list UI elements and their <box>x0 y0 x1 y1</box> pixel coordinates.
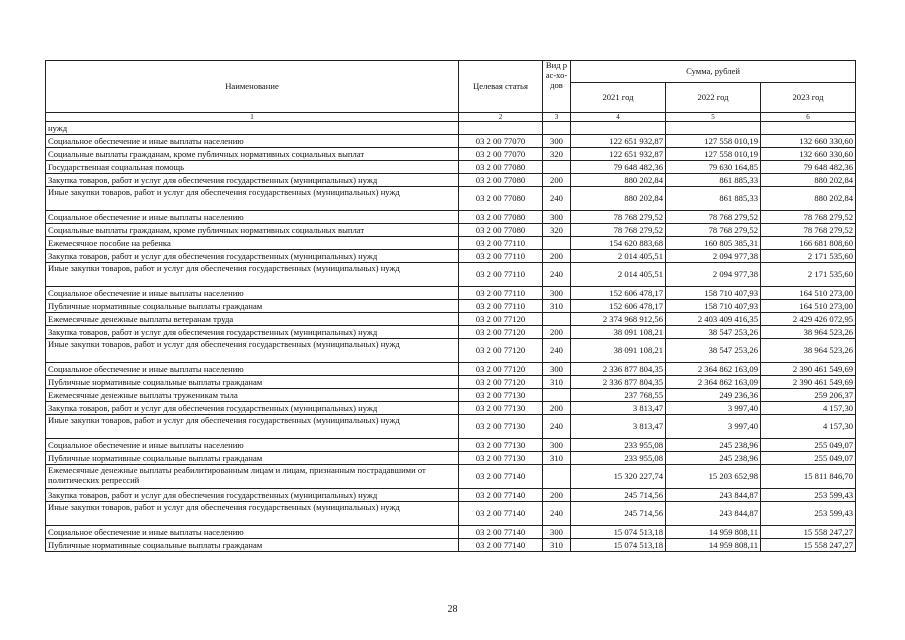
cell-name: Социальное обеспечение и иные выплаты населению <box>46 526 459 539</box>
cell-code: 03 2 00 77080 <box>459 174 543 187</box>
cell-name: Закупка товаров, работ и услуг для обеспечения государственных (муниципальных) нужд <box>46 250 459 263</box>
cell-2021: 3 813,47 <box>571 415 666 439</box>
cell-2023: 132 660 330,60 <box>761 148 856 161</box>
cell-vid <box>543 389 571 402</box>
cell-code: 03 2 00 77140 <box>459 465 543 489</box>
column-number: 1 <box>46 113 459 122</box>
cell-code <box>459 122 543 135</box>
table-row <box>46 263 856 287</box>
cell-2021: 38 091 108,21 <box>571 339 666 363</box>
cell-code: 03 2 00 77110 <box>459 287 543 300</box>
cell-code: 03 2 00 77080 <box>459 187 543 211</box>
cell-vid: 200 <box>543 326 571 339</box>
cell-2023: 880 202,84 <box>761 174 856 187</box>
cell-2023: 2 390 461 549,69 <box>761 376 856 389</box>
cell-2021: 2 014 405,51 <box>571 263 666 287</box>
cell-2023: 15 558 247,27 <box>761 539 856 552</box>
column-number: 4 <box>571 113 666 122</box>
cell-2022: 243 844,87 <box>666 489 761 502</box>
cell-2021: 152 606 478,17 <box>571 287 666 300</box>
cell-2022: 245 238,96 <box>666 452 761 465</box>
cell-2023: 38 964 523,26 <box>761 339 856 363</box>
cell-2023: 79 648 482,36 <box>761 161 856 174</box>
cell-2023: 255 049,07 <box>761 452 856 465</box>
cell-2022: 38 547 253,26 <box>666 339 761 363</box>
cell-code: 03 2 00 77130 <box>459 402 543 415</box>
cell-code: 03 2 00 77130 <box>459 452 543 465</box>
cell-vid <box>543 122 571 135</box>
cell-vid: 200 <box>543 250 571 263</box>
column-number: 3 <box>543 113 571 122</box>
cell-code: 03 2 00 77120 <box>459 339 543 363</box>
cell-2022: 243 844,87 <box>666 502 761 526</box>
cell-2023: 78 768 279,52 <box>761 211 856 224</box>
cell-code: 03 2 00 77120 <box>459 326 543 339</box>
cell-2022: 2 403 409 416,35 <box>666 313 761 326</box>
cell-code: 03 2 00 77080 <box>459 224 543 237</box>
cell-2023: 253 599,43 <box>761 502 856 526</box>
table-row <box>46 122 856 135</box>
table-row <box>46 452 856 465</box>
cell-vid <box>543 161 571 174</box>
cell-vid: 300 <box>543 211 571 224</box>
cell-2021: 2 014 405,51 <box>571 250 666 263</box>
cell-2023: 2 390 461 549,69 <box>761 363 856 376</box>
cell-name: Социальное обеспечение и иные выплаты населению <box>46 211 459 224</box>
cell-2022: 14 959 808,11 <box>666 539 761 552</box>
cell-2022: 160 805 385,31 <box>666 237 761 250</box>
header-row-top <box>46 61 856 83</box>
cell-code: 03 2 00 77070 <box>459 148 543 161</box>
cell-vid: 320 <box>543 224 571 237</box>
cell-2021: 245 714,56 <box>571 489 666 502</box>
cell-vid: 310 <box>543 376 571 389</box>
table-row <box>46 287 856 300</box>
cell-2021 <box>571 122 666 135</box>
cell-2021: 38 091 108,21 <box>571 326 666 339</box>
cell-vid: 240 <box>543 263 571 287</box>
cell-name: Публичные нормативные социальные выплаты гражданам <box>46 376 459 389</box>
cell-2021: 79 648 482,36 <box>571 161 666 174</box>
cell-2023: 253 599,43 <box>761 489 856 502</box>
cell-name: Иные закупки товаров, работ и услуг для обеспечения государственных (муниципальных) нужд <box>46 263 459 287</box>
cell-vid: 200 <box>543 402 571 415</box>
cell-2023 <box>761 122 856 135</box>
cell-code: 03 2 00 77110 <box>459 263 543 287</box>
cell-code: 03 2 00 77120 <box>459 376 543 389</box>
header-year-2021: 2021 год <box>571 83 666 113</box>
table-row <box>46 402 856 415</box>
cell-2021: 245 714,56 <box>571 502 666 526</box>
cell-name: Социальное обеспечение и иные выплаты населению <box>46 135 459 148</box>
budget-table <box>45 60 856 552</box>
table-row <box>46 174 856 187</box>
cell-name: Социальное обеспечение и иные выплаты населению <box>46 287 459 300</box>
cell-code: 03 2 00 77130 <box>459 389 543 402</box>
cell-vid: 310 <box>543 452 571 465</box>
table-row <box>46 539 856 552</box>
cell-code: 03 2 00 77130 <box>459 439 543 452</box>
cell-2022: 2 094 977,38 <box>666 263 761 287</box>
cell-2023: 2 171 535,60 <box>761 250 856 263</box>
column-number: 5 <box>666 113 761 122</box>
cell-name: Социальное обеспечение и иные выплаты населению <box>46 439 459 452</box>
cell-2022: 79 630 164,85 <box>666 161 761 174</box>
cell-2023: 2 171 535,60 <box>761 263 856 287</box>
cell-2021: 122 651 932,87 <box>571 148 666 161</box>
cell-name: Ежемесячное пособие на ребенка <box>46 237 459 250</box>
cell-2021: 78 768 279,52 <box>571 224 666 237</box>
cell-name: Социальные выплаты гражданам, кроме публичных нормативных социальных выплат <box>46 224 459 237</box>
cell-name: Ежемесячные денежные выплаты труженикам тыла <box>46 389 459 402</box>
cell-name: Государственная социальная помощь <box>46 161 459 174</box>
cell-vid: 300 <box>543 287 571 300</box>
table-row <box>46 376 856 389</box>
cell-name: Закупка товаров, работ и услуг для обеспечения государственных (муниципальных) нужд <box>46 326 459 339</box>
table-row <box>46 326 856 339</box>
cell-code: 03 2 00 77070 <box>459 135 543 148</box>
table-row <box>46 148 856 161</box>
cell-vid <box>543 465 571 489</box>
column-number-row <box>46 113 856 122</box>
cell-vid <box>543 237 571 250</box>
cell-2022: 2 364 862 163,09 <box>666 363 761 376</box>
cell-2023: 78 768 279,52 <box>761 224 856 237</box>
cell-code: 03 2 00 77140 <box>459 539 543 552</box>
cell-2023: 2 429 426 072,95 <box>761 313 856 326</box>
table-body <box>46 122 856 552</box>
cell-2023: 132 660 330,60 <box>761 135 856 148</box>
cell-2022: 249 236,36 <box>666 389 761 402</box>
table-row <box>46 502 856 526</box>
cell-name: Социальное обеспечение и иные выплаты населению <box>46 363 459 376</box>
cell-2022: 78 768 279,52 <box>666 224 761 237</box>
cell-code: 03 2 00 77140 <box>459 489 543 502</box>
table-row <box>46 300 856 313</box>
cell-name: Социальные выплаты гражданам, кроме публичных нормативных социальных выплат <box>46 148 459 161</box>
cell-vid: 300 <box>543 526 571 539</box>
cell-code: 03 2 00 77080 <box>459 211 543 224</box>
cell-2021: 2 374 968 912,56 <box>571 313 666 326</box>
table-row <box>46 389 856 402</box>
table-row <box>46 439 856 452</box>
table-row <box>46 526 856 539</box>
cell-2022: 158 710 407,93 <box>666 300 761 313</box>
header-code: Целевая статья <box>459 61 543 113</box>
cell-2022: 861 885,33 <box>666 187 761 211</box>
cell-vid: 310 <box>543 300 571 313</box>
cell-name: Ежемесячные денежные выплаты реабилитированным лицам и лицам, признанным пострадавшими от политических репрессий <box>46 465 459 489</box>
cell-2023: 4 157,30 <box>761 402 856 415</box>
cell-2021: 2 336 877 804,35 <box>571 363 666 376</box>
table-row <box>46 161 856 174</box>
cell-vid: 200 <box>543 489 571 502</box>
header-sum: Сумма, рублей <box>571 61 856 83</box>
table-row <box>46 224 856 237</box>
cell-2021: 237 768,55 <box>571 389 666 402</box>
table-row <box>46 237 856 250</box>
cell-2021: 15 320 227,74 <box>571 465 666 489</box>
cell-code: 03 2 00 77120 <box>459 363 543 376</box>
table-row <box>46 250 856 263</box>
cell-2022: 3 997,40 <box>666 402 761 415</box>
cell-vid: 300 <box>543 135 571 148</box>
header-vid-text: Вид рас-хо-дов <box>545 60 568 90</box>
cell-2021: 880 202,84 <box>571 174 666 187</box>
page-number: 28 <box>447 604 458 615</box>
cell-2022: 861 885,33 <box>666 174 761 187</box>
cell-code: 03 2 00 77110 <box>459 237 543 250</box>
header-vid <box>543 61 571 113</box>
cell-vid: 320 <box>543 148 571 161</box>
cell-name: Иные закупки товаров, работ и услуг для обеспечения государственных (муниципальных) нужд <box>46 502 459 526</box>
cell-2023: 15 558 247,27 <box>761 526 856 539</box>
cell-2023: 4 157,30 <box>761 415 856 439</box>
cell-code: 03 2 00 77080 <box>459 161 543 174</box>
header-year-2022: 2022 год <box>666 83 761 113</box>
cell-2021: 233 955,08 <box>571 452 666 465</box>
cell-2021: 152 606 478,17 <box>571 300 666 313</box>
cell-2021: 15 074 513,18 <box>571 526 666 539</box>
cell-name: Публичные нормативные социальные выплаты гражданам <box>46 452 459 465</box>
cell-code: 03 2 00 77110 <box>459 250 543 263</box>
cell-2022: 127 558 010,19 <box>666 148 761 161</box>
cell-2023: 164 510 273,00 <box>761 300 856 313</box>
cell-2021: 3 813,47 <box>571 402 666 415</box>
cell-name: Иные закупки товаров, работ и услуг для обеспечения государственных (муниципальных) нужд <box>46 415 459 439</box>
cell-name: Закупка товаров, работ и услуг для обеспечения государственных (муниципальных) нужд <box>46 489 459 502</box>
cell-2023: 15 811 846,70 <box>761 465 856 489</box>
cell-2023: 38 964 523,26 <box>761 326 856 339</box>
table-row <box>46 339 856 363</box>
cell-2021: 122 651 932,87 <box>571 135 666 148</box>
table-row <box>46 187 856 211</box>
cell-2022: 78 768 279,52 <box>666 211 761 224</box>
cell-code: 03 2 00 77140 <box>459 526 543 539</box>
cell-vid: 240 <box>543 339 571 363</box>
column-number: 6 <box>761 113 856 122</box>
cell-2022: 2 094 977,38 <box>666 250 761 263</box>
table-row <box>46 489 856 502</box>
cell-code: 03 2 00 77130 <box>459 415 543 439</box>
table-row <box>46 313 856 326</box>
header-name: Наименование <box>46 61 459 113</box>
cell-name: Публичные нормативные социальные выплаты гражданам <box>46 539 459 552</box>
table-row <box>46 415 856 439</box>
cell-vid: 300 <box>543 439 571 452</box>
cell-2023: 255 049,07 <box>761 439 856 452</box>
cell-2023: 259 206,37 <box>761 389 856 402</box>
cell-name: Иные закупки товаров, работ и услуг для обеспечения государственных (муниципальных) нужд <box>46 187 459 211</box>
table-row <box>46 135 856 148</box>
cell-name: Закупка товаров, работ и услуг для обеспечения государственных (муниципальных) нужд <box>46 402 459 415</box>
cell-code: 03 2 00 77140 <box>459 502 543 526</box>
cell-2021: 880 202,84 <box>571 187 666 211</box>
cell-2022 <box>666 122 761 135</box>
cell-name: Публичные нормативные социальные выплаты гражданам <box>46 300 459 313</box>
cell-2023: 166 681 808,60 <box>761 237 856 250</box>
cell-code: 03 2 00 77120 <box>459 313 543 326</box>
cell-2022: 127 558 010,19 <box>666 135 761 148</box>
cell-2021: 78 768 279,52 <box>571 211 666 224</box>
cell-name: нужд <box>46 122 459 135</box>
cell-vid: 240 <box>543 502 571 526</box>
cell-name: Иные закупки товаров, работ и услуг для обеспечения государственных (муниципальных) нужд <box>46 339 459 363</box>
cell-2023: 880 202,84 <box>761 187 856 211</box>
cell-2021: 15 074 513,18 <box>571 539 666 552</box>
cell-2022: 14 959 808,11 <box>666 526 761 539</box>
cell-vid: 300 <box>543 363 571 376</box>
cell-2022: 15 203 652,98 <box>666 465 761 489</box>
cell-2022: 38 547 253,26 <box>666 326 761 339</box>
cell-2022: 158 710 407,93 <box>666 287 761 300</box>
cell-vid: 240 <box>543 415 571 439</box>
cell-2021: 2 336 877 804,35 <box>571 376 666 389</box>
cell-vid: 200 <box>543 174 571 187</box>
cell-code: 03 2 00 77110 <box>459 300 543 313</box>
cell-2022: 245 238,96 <box>666 439 761 452</box>
cell-vid: 310 <box>543 539 571 552</box>
table-row <box>46 465 856 489</box>
cell-vid <box>543 313 571 326</box>
cell-vid: 240 <box>543 187 571 211</box>
column-number: 2 <box>459 113 543 122</box>
table-row <box>46 211 856 224</box>
cell-2021: 154 620 883,68 <box>571 237 666 250</box>
cell-name: Закупка товаров, работ и услуг для обеспечения государственных (муниципальных) нужд <box>46 174 459 187</box>
cell-2023: 164 510 273,00 <box>761 287 856 300</box>
table-row <box>46 363 856 376</box>
cell-name: Ежемесячные денежные выплаты ветеранам труда <box>46 313 459 326</box>
cell-2022: 3 997,40 <box>666 415 761 439</box>
cell-2022: 2 364 862 163,09 <box>666 376 761 389</box>
header-year-2023: 2023 год <box>761 83 856 113</box>
cell-2021: 233 955,08 <box>571 439 666 452</box>
